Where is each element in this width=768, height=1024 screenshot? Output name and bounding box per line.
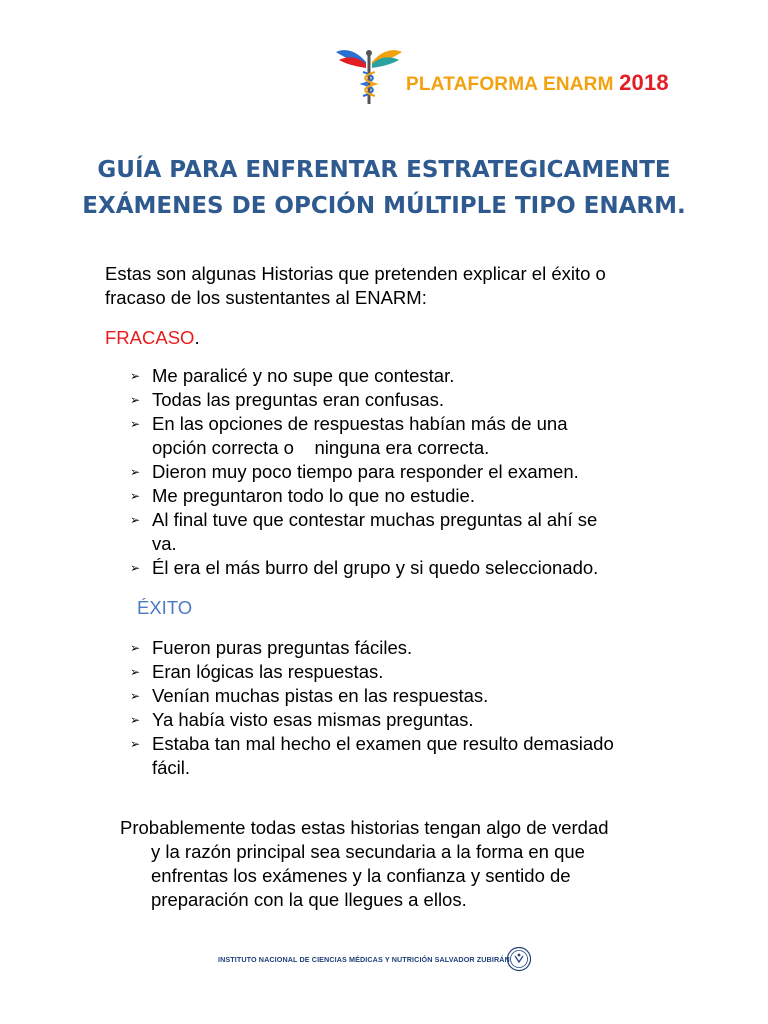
exito-list (130, 636, 670, 780)
institution-seal-icon (506, 946, 532, 972)
fracaso-label: FRACASO (105, 327, 195, 348)
arrow-bullet-icon: ➢ (130, 689, 141, 703)
list-item: ➢ Eran lógicas las respuestas. (130, 661, 384, 682)
institution-name: INSTITUTO NACIONAL DE CIENCIAS MÉDICAS Y NUTRICIÓN SALVADOR ZUBIRÁN (218, 955, 510, 964)
logo-word-year: 2018 (619, 70, 669, 95)
list-item: ➢ Venían muchas pistas en las respuestas. (130, 685, 489, 706)
fracaso-heading (105, 326, 200, 350)
intro-line-1: Estas son algunas Historias que pretenden explicar el éxito o (105, 263, 606, 284)
closing-paragraph (120, 816, 640, 912)
fracaso-dot: . (194, 327, 200, 348)
list-item: ➢ Todas las preguntas eran confusas. (130, 389, 445, 410)
arrow-bullet-icon: ➢ (130, 561, 141, 575)
caduceus-icon (336, 42, 402, 108)
exito-heading: ÉXITO (137, 597, 193, 618)
arrow-bullet-icon: ➢ (130, 369, 141, 383)
arrow-bullet-icon: ➢ (130, 489, 141, 503)
list-item: ➢ Al final tuve que contestar muchas preguntas al ahí se va. (130, 509, 598, 554)
closing-line-3: enfrentas los exámenes y la confianza y sentido de (151, 865, 571, 886)
arrow-bullet-icon: ➢ (130, 393, 141, 407)
closing-line-1: Probablemente todas estas historias tengan algo de verdad (120, 817, 609, 838)
plataforma-enarm-logo (336, 42, 669, 108)
arrow-bullet-icon: ➢ (130, 465, 141, 479)
arrow-bullet-icon: ➢ (130, 665, 141, 679)
list-item: ➢ Dieron muy poco tiempo para responder el examen. (130, 461, 579, 482)
fracaso-list (130, 364, 670, 580)
arrow-bullet-icon: ➢ (130, 513, 141, 527)
closing-line-2: y la razón principal sea secundaria a la forma en que (151, 841, 585, 862)
institution-footer (218, 946, 538, 974)
list-item: ➢ Fueron puras preguntas fáciles. (130, 637, 413, 658)
closing-line-4: preparación con la que llegues a ellos. (151, 889, 467, 910)
logo-word-plataforma: PLATAFORMA (406, 74, 538, 95)
intro-paragraph (105, 262, 705, 310)
title-line-2: EXÁMENES DE OPCIÓN MÚLTIPLE TIPO ENARM. (82, 193, 686, 219)
list-item: ➢ Me paralicé y no supe que contestar. (130, 365, 455, 386)
list-item: ➢ Me preguntaron todo lo que no estudie. (130, 485, 475, 506)
list-item: ➢ Él era el más burro del grupo y si quedo seleccionado. (130, 557, 599, 578)
list-item: ➢ Estaba tan mal hecho el examen que resulto demasiado fácil. (130, 733, 614, 778)
logo-word-enarm: ENARM (542, 74, 614, 95)
list-item: ➢ Ya había visto esas mismas preguntas. (130, 709, 474, 730)
title-line-1: GUÍA PARA ENFRENTAR ESTRATEGICAMENTE (97, 157, 671, 183)
arrow-bullet-icon: ➢ (130, 737, 141, 751)
arrow-bullet-icon: ➢ (130, 713, 141, 727)
list-item: ➢ En las opciones de respuestas habían más de una opción correcta o ninguna era correcta. (130, 413, 568, 458)
page-title (0, 152, 768, 224)
arrow-bullet-icon: ➢ (130, 641, 141, 655)
logo-wordmark (406, 70, 669, 96)
intro-line-2: fracaso de los sustentantes al ENARM: (105, 287, 427, 308)
arrow-bullet-icon: ➢ (130, 417, 141, 431)
